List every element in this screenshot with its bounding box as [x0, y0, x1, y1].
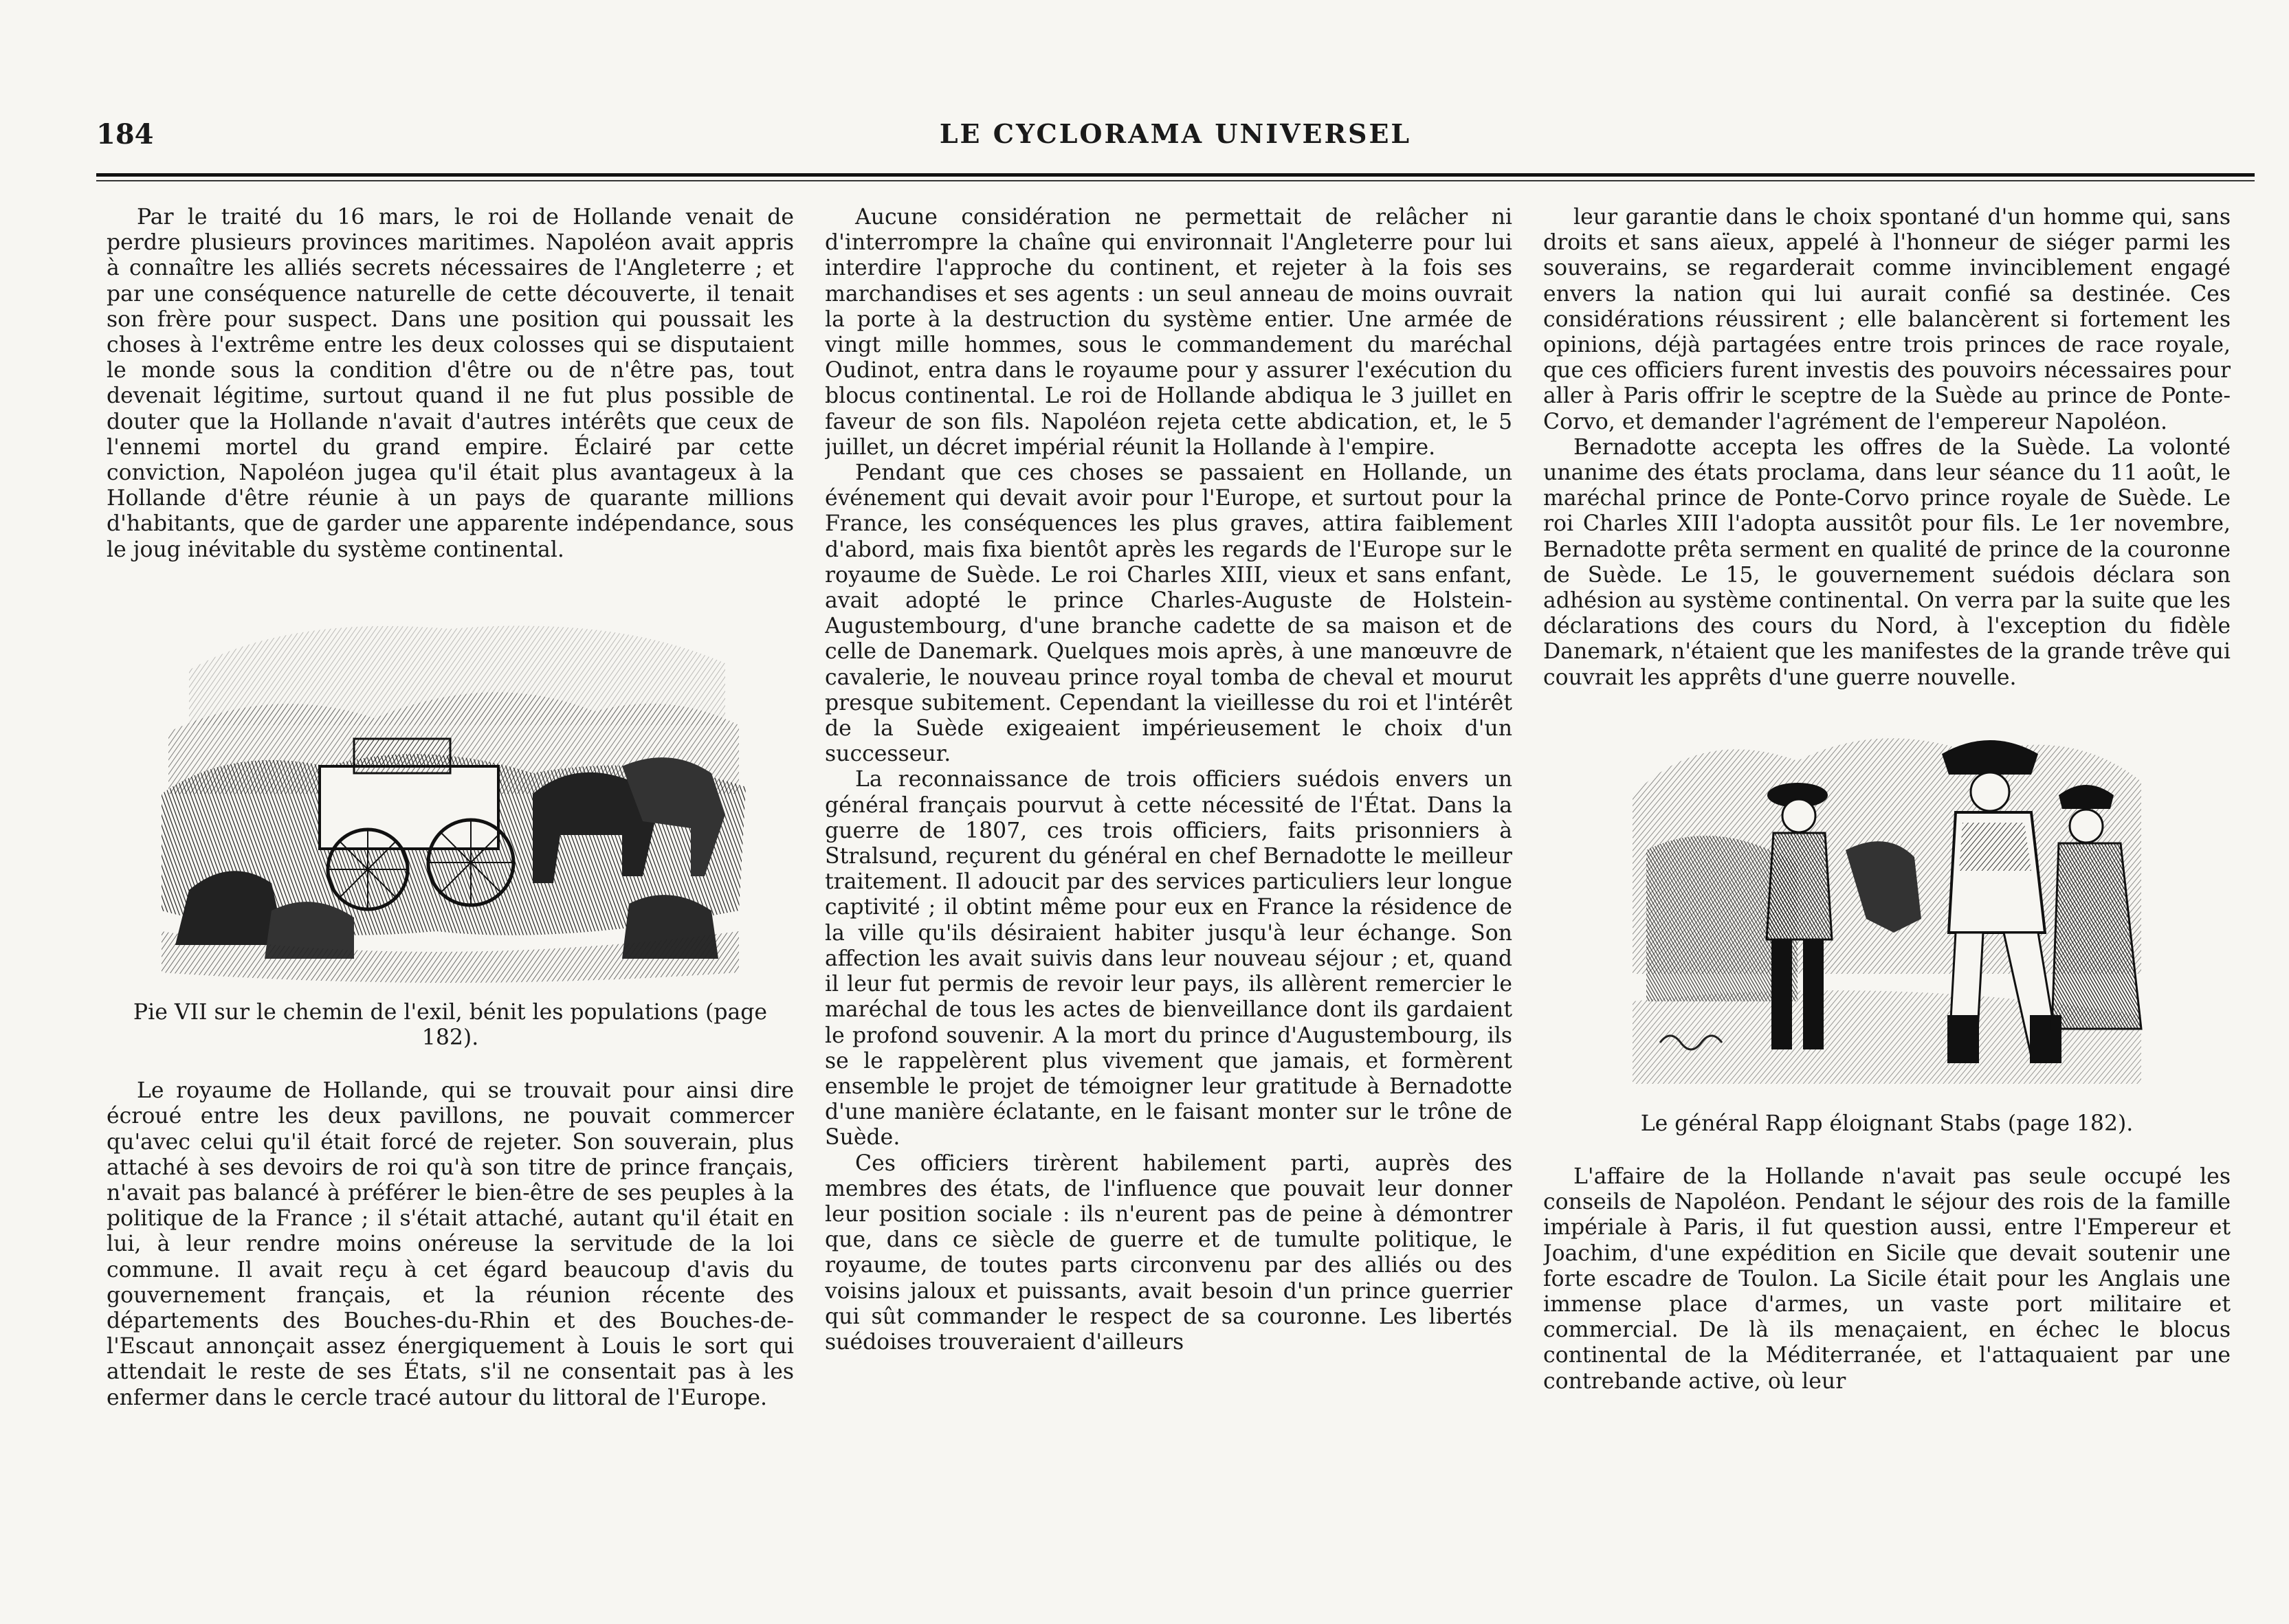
- paragraph: Ces officiers tirèrent habilement parti, auprès des membres des états, de l'influence que pouvait leur donner leur position sociale : ils n'eurent pas de peine à démontrer que, dans ce siècle de guerre et de tumulte politique, le royaume, de toutes parts circonvenu par des alliés ou des voisins jaloux et puissants, avait besoin d'un prince guerrier qui sût commander le respect de sa couronne. Les libertés suédoises trouveraient d'ailleurs: [825, 1150, 1512, 1355]
- engraving-pius-vii: [107, 588, 794, 986]
- column-2: [825, 205, 1512, 1586]
- spacer: [1543, 1137, 2231, 1164]
- paragraph: Le royaume de Hollande, qui se trouvait pour ainsi dire écroué entre les deux pavillons, ne pouvait commercer qu'avec celui qu'il était forcé de rejeter. Son souverain, plus attaché à ses devoirs de roi qu'à son titre de prince français, n'avait pas balancé à préférer le bien-être de ses peuples à la politique de la France ; il s'était attaché, autant qu'il était en lui, à leur rendre moins onéreuse la servitude de la loi commune. Il avait reçu à cet égard beaucoup d'avis du gouvernement français, et la réunion récente des départements des Bouches-du-Rhin et des Bouches-de-l'Escaut annonçait assez énergiquement à Louis le sort qui attendait le reste de ses États, s'il ne consentait pas à les enfermer dans le cercle tracé autour du littoral de l'Europe.: [107, 1078, 794, 1410]
- paragraph: La reconnaissance de trois officiers suédois envers un général français pourvut à cette nécessité de l'État. Dans la guerre de 1807, ces trois officiers, faits prisonniers à Stralsund, reçurent du général en chef Bernadotte le meilleur traitement. Il adoucit par des services particuliers leur longue captivité ; il obtint même pour eux en France la résidence de la ville qu'ils désiraient habiter jusqu'à leur échange. Son affection les avait suivis dans leur nouveau séjour ; et, quand il leur fut permis de revoir leur pays, ils allèrent remercier le maréchal de tous les actes de bienveillance dont ils gardaient le profond souvenir. A la mort du prince d'Augustembourg, ils se le rappelèrent plus vivement que jamais, et formèrent ensemble le projet de témoigner leur gratitude à Bernadotte d'une manière éclatante, en le faisant monter sur le trône de Suède.: [825, 767, 1512, 1150]
- figure-caption: Le général Rapp éloignant Stabs (page 182).: [1640, 1111, 2134, 1136]
- paragraph: Bernadotte accepta les offres de la Suède. La volonté unanime des états proclama, dans leur séance du 11 août, le maréchal prince de Ponte-Corvo prince royale de Suède. Le roi Charles XIII l'adopta aussitôt pour fils. Le 1er novembre, Bernadotte prêta serment en qualité de prince de la couronne de Suède. Le 15, le gouvernement suédois déclara son adhésion au système continental. On verra par la suite que les déclarations des cours du Nord, à l'exception du fidèle Danemark, n'étaient que les manifestes de la grande trêve qui couvrait les apprêts d'une guerre nouvelle.: [1543, 434, 2231, 690]
- paragraph: Par le traité du 16 mars, le roi de Hollande venait de perdre plusieurs provinces maritimes. Napoléon avait appris à connaître les alliés secrets nécessaires de l'Angleterre ; et par une conséquence naturelle de cette découverte, il tenait son frère pour suspect. Dans une position qui poussait les choses à l'extrême entre les deux colosses qui se disputaient le monde sous la condition d'être ou de n'être pas, tout devenait légitime, surtout quand il ne fut plus possible de douter que la Hollande n'avait d'autres intérêts que ceux de l'ennemi mortel du grand empire. Éclairé par cette conviction, Napoléon jugea qu'il était plus avantageux à la Hollande d'être réunie à un pays de quarante millions d'habitants, que de garder une apparente indépendance, sous le joug inévitable du système continental.: [107, 205, 794, 562]
- engraving-rapp-stabs: [1543, 713, 2231, 1098]
- page-number: 184: [96, 118, 154, 151]
- paragraph: Pendant que ces choses se passaient en Hollande, un événement qui devait avoir pour l'Europe, et surtout pour la France, les conséquences les plus graves, attira faiblement d'abord, mais fixa bientôt après les regards de l'Europe sur le royaume de Suède. Le roi Charles XIII, vieux et sans enfant, avait adopté le prince Charles-Auguste de Holstein-Augustembourg, d'une branche cadette de sa maison et de celle de Danemark. Quelques mois après, à une manœuvre de cavalerie, le nouveau prince royal tomba de cheval et mourut presque subitement. Cependant la vieillesse du roi et l'intérêt de la Suède exigeaient impérieusement le choix d'un successeur.: [825, 460, 1512, 767]
- column-1: [107, 205, 794, 1586]
- header-rule-thick: [96, 173, 2255, 177]
- running-title: LE CYCLORAMA UNIVERSEL: [939, 118, 1412, 149]
- paragraph: L'affaire de la Hollande n'avait pas seule occupé les conseils de Napoléon. Pendant le séjour des rois de la famille impériale à Paris, il fut question aussi, entre l'Empereur et Joachim, d'une expédition en Sicile que devait soutenir une forte escadre de Toulon. La Sicile était pour les Anglais une immense place d'armes, un vaste port militaire et commercial. De là ils menaçaient, en échec le blocus continental de la Méditerranée, et l'attaquaient par une contrebande active, où leur: [1543, 1164, 2231, 1394]
- engraving-illustration-icon: [148, 588, 753, 986]
- header-rule-thin: [96, 180, 2255, 181]
- spacer: [107, 1051, 794, 1078]
- paragraph: Aucune considération ne permettait de relâcher ni d'interrompre la chaîne qui environnait l'Angleterre pour lui interdire l'approche du continent, et rejeter à la fois ses marchandises et ses agents : un seul anneau de moins ouvrait la porte à la destruction du système entier. Une armée de vingt mille hommes, sous le commandement du maréchal Oudinot, entra dans le royaume pour y assurer l'exécution du blocus continental. Le roi de Hollande abdiqua le 3 juillet en faveur de son fils. Napoléon rejeta cette abdication, et, le 5 juillet, un décret impérial réunit la Hollande à l'empire.: [825, 205, 1512, 460]
- page-header: [96, 118, 2255, 159]
- paragraph: leur garantie dans le choix spontané d'un homme qui, sans droits et sans aïeux, appelé à l'honneur de siéger parmi les souverains, se regarderait comme invinciblement engagé envers la nation qui lui aurait confié sa destinée. Ces considérations réussirent ; elle balancèrent si fortement les opinions, déjà partagées entre trois princes de race royale, que ces officiers furent investis des pouvoirs nécessaires pour aller à Paris offrir le sceptre de la Suède au prince de Ponte-Corvo, et demander l'agrément de l'empereur Napoléon.: [1543, 205, 2231, 434]
- engraving-illustration-icon: [1619, 713, 2155, 1098]
- figure-caption: Pie VII sur le chemin de l'exil, bénit les populations (page 182).: [133, 999, 768, 1051]
- column-3: [1543, 205, 2231, 1586]
